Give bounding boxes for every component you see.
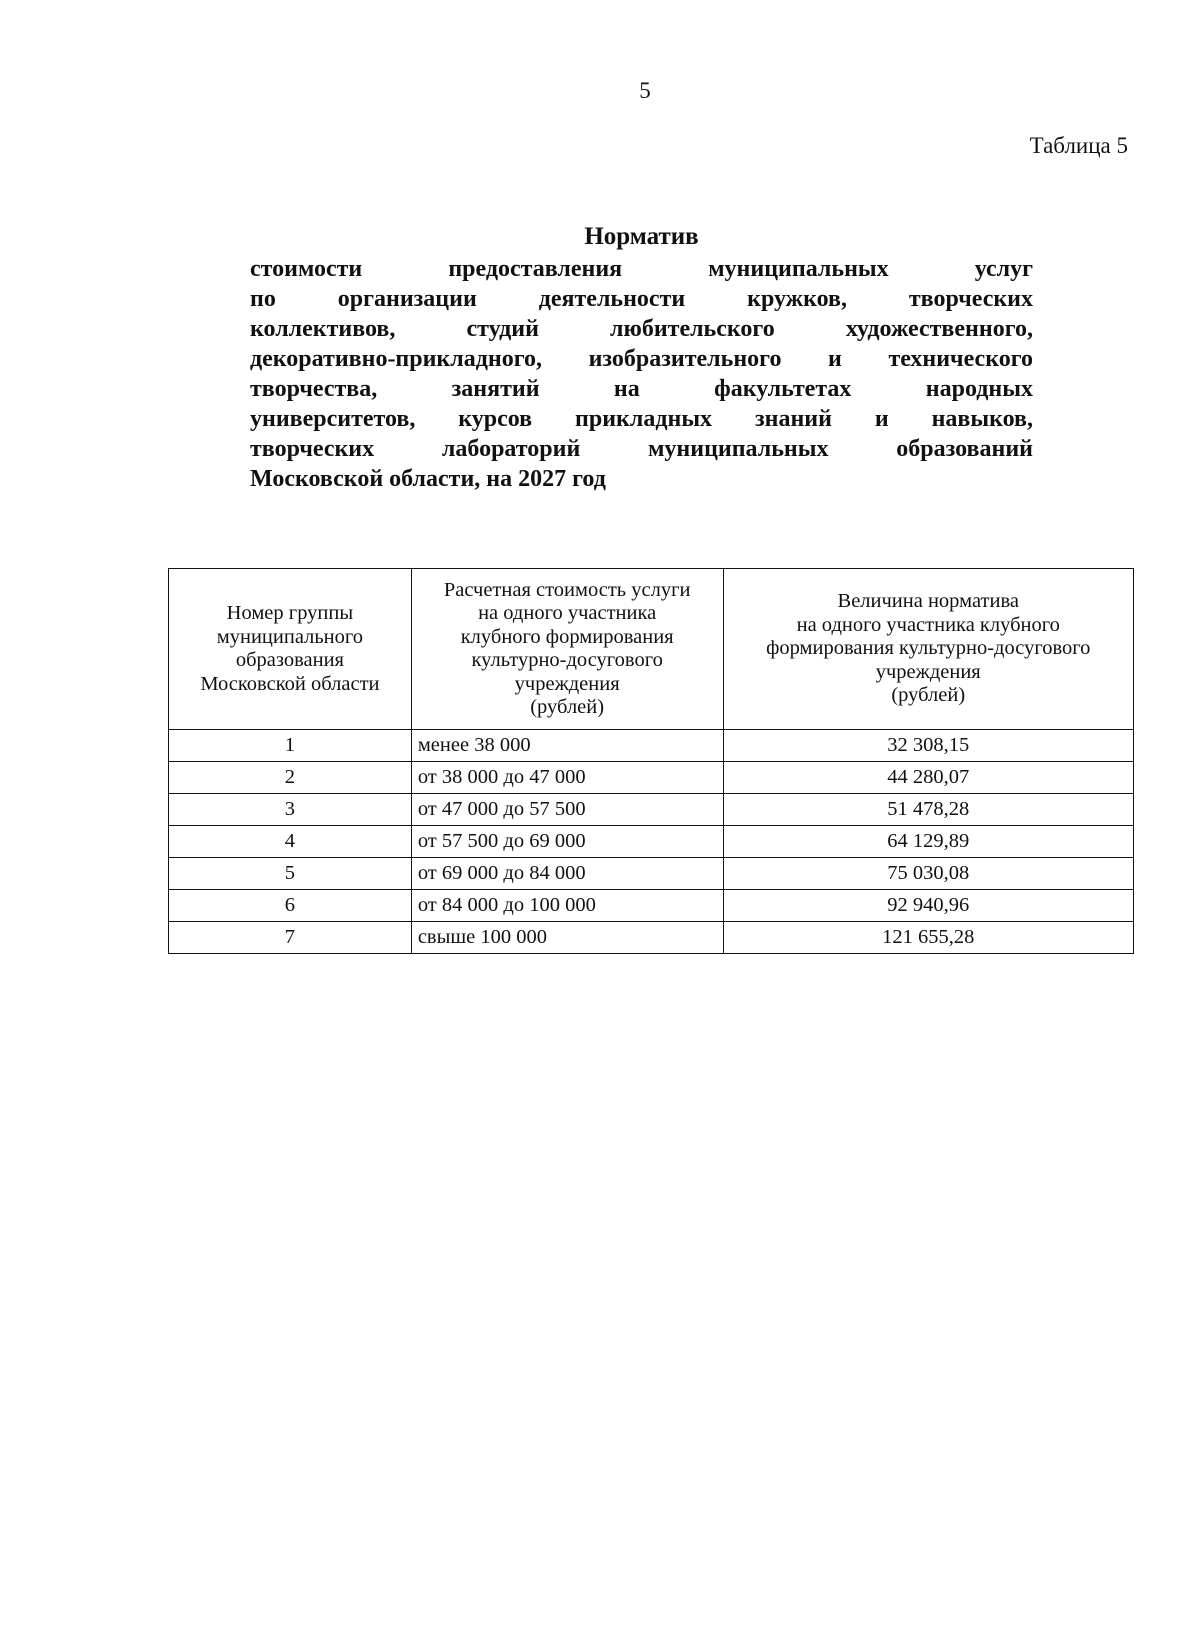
cell-group: 6	[169, 890, 412, 922]
title-line: творчества, занятий на факультетах народных	[250, 376, 1033, 402]
cell-value: 92 940,96	[723, 890, 1134, 922]
table-row	[169, 730, 1134, 762]
title-line: университетов, курсов прикладных знаний и навыков,	[250, 406, 1033, 432]
cell-range: от 38 000 до 47 000	[411, 762, 723, 794]
document-title	[250, 222, 1033, 494]
cell-range: от 57 500 до 69 000	[411, 826, 723, 858]
cell-value: 64 129,89	[723, 826, 1134, 858]
table-row	[169, 762, 1134, 794]
title-line: творческих лабораторий муниципальных образований	[250, 436, 1033, 462]
table-label: Таблица 5	[1029, 133, 1128, 158]
cell-group: 1	[169, 730, 412, 762]
table-row	[169, 858, 1134, 890]
cell-range: от 69 000 до 84 000	[411, 858, 723, 890]
cell-value: 75 030,08	[723, 858, 1134, 890]
table-row	[169, 826, 1134, 858]
title-line: Московской области, на 2027 год	[250, 466, 606, 492]
table-header-row	[169, 569, 1134, 730]
title-line: коллективов, студий любительского художественного,	[250, 316, 1033, 342]
header-estimated-cost: Расчетная стоимость услуги на одного участника клубного формирования культурно-досугового учреждения (рублей)	[411, 569, 723, 730]
cell-value: 121 655,28	[723, 922, 1134, 954]
table-row	[169, 922, 1134, 954]
cell-group: 5	[169, 858, 412, 890]
table-row	[169, 890, 1134, 922]
cell-value: 51 478,28	[723, 794, 1134, 826]
cell-range: от 84 000 до 100 000	[411, 890, 723, 922]
cell-range: свыше 100 000	[411, 922, 723, 954]
header-group-number: Номер группы муниципального образования Московской области	[169, 569, 412, 730]
cell-value: 32 308,15	[723, 730, 1134, 762]
header-norm-value: Величина норматива на одного участника клубного формирования культурно-досугового учреждения (рублей)	[723, 569, 1134, 730]
cell-group: 2	[169, 762, 412, 794]
cell-value: 44 280,07	[723, 762, 1134, 794]
title-line: декоративно-прикладного, изобразительного и технического	[250, 346, 1033, 372]
norm-table	[168, 568, 1134, 954]
cell-group: 7	[169, 922, 412, 954]
cell-range: от 47 000 до 57 500	[411, 794, 723, 826]
title-main: Норматив	[584, 223, 699, 250]
cell-group: 4	[169, 826, 412, 858]
cell-group: 3	[169, 794, 412, 826]
table-row	[169, 794, 1134, 826]
cell-range: менее 38 000	[411, 730, 723, 762]
page-number: 5	[639, 78, 651, 103]
title-line: по организации деятельности кружков, творческих	[250, 286, 1033, 312]
title-line: стоимости предоставления муниципальных услуг	[250, 256, 1033, 282]
